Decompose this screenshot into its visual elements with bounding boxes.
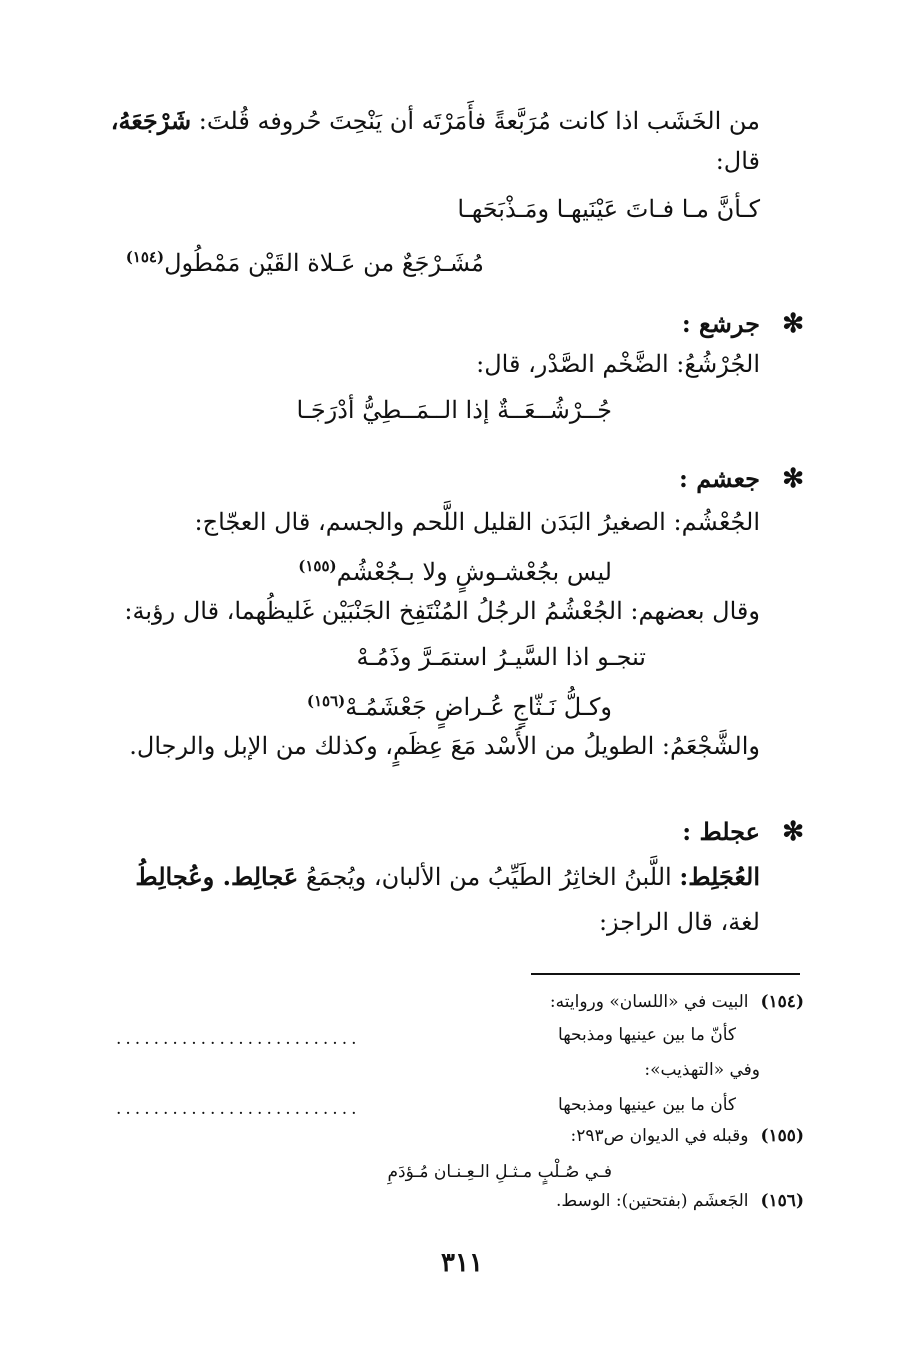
footnote-154-alt-verse: كأن ما بين عينيها ومذبحها xyxy=(558,1095,736,1115)
ellipsis-dots: .......................... xyxy=(116,1029,361,1049)
verse-3: جُــرْشُــعَــةٌ إذا الــمَــطِيُّ أدْرَجَـا xyxy=(296,396,612,424)
footnote-number: (١٥٤) xyxy=(760,992,804,1012)
verse-text: وكـلُّ نَـثّاجٍ عُـراضٍ جَعْشَمُـهْ xyxy=(345,693,612,721)
verse-4 xyxy=(298,549,612,589)
footnote-154-alt: وفي «التهذيب»: xyxy=(644,1060,760,1080)
text-line-7 xyxy=(100,860,760,894)
text-run: اللَّبنُ الخاثِرُ الطَيِّبُ من الألبان، ويُجمَعُ xyxy=(305,863,672,891)
bold-term: شَرْجَعَهُ، xyxy=(110,106,192,135)
entry-star-icon: ✻ xyxy=(782,817,804,847)
footnote-156 xyxy=(556,1188,804,1214)
footnote-text: البيت في «اللسان» وروايته: xyxy=(549,992,749,1012)
verse-text: مُشَـرْجَعٌ من عَـلاة القَيْن مَمْطُول xyxy=(164,249,484,277)
verse-text: ليس بجُعْشـوشٍ ولا بـجُعْشُم xyxy=(336,558,612,586)
footnote-number: (١٥٦) xyxy=(760,1191,804,1211)
verse-5: تنجـو اذا السَّيـرُ استمَـرَّ وذَمُـهْ xyxy=(356,643,646,671)
footnote-number: (١٥٥) xyxy=(760,1126,804,1146)
footnote-ref: (١٥٦) xyxy=(306,692,346,710)
entry-star-icon: ✻ xyxy=(782,309,804,339)
ellipsis-dots: .......................... xyxy=(116,1099,361,1119)
page-number: ٣١١ xyxy=(441,1248,483,1278)
entry-heading-jushum: جعشم : xyxy=(678,464,760,493)
footnote-text: الجَعشَم (بفتحتين): الوسط. xyxy=(556,1191,749,1211)
bold-term: عَجالِط. وعُجالِطُ xyxy=(135,862,299,891)
bold-term: العُجَلِط: xyxy=(679,862,760,891)
footnote-text: وقبله في الديوان ص٢٩٣: xyxy=(570,1126,749,1146)
text-line-1 xyxy=(100,104,760,138)
verse-2 xyxy=(126,240,484,280)
entry-star-icon: ✻ xyxy=(782,464,804,494)
footnote-154 xyxy=(550,989,804,1015)
text-line-6: والشَّجْعَمُ: الطويلُ من الأَسْد مَعَ عِظَمٍ، وكذلك من الإبل والرجال. xyxy=(129,732,760,760)
footnote-155-verse: فـي صُـلْبٍ مـثـلِ الـعِـنـان مُـؤدَمِ xyxy=(387,1162,612,1182)
verse-6 xyxy=(307,684,612,724)
footnote-divider xyxy=(531,973,800,975)
footnote-ref: (١٥٥) xyxy=(298,557,337,575)
footnote-ref: (١٥٤) xyxy=(125,248,165,266)
text-line-5: وقال بعضهم: الجُعْشُمُ الرجُلُ المُنْتَفِخ الجَنْبَيْن غَليظُهما، قال رؤبة: xyxy=(124,597,760,625)
entry-heading-jurshu: جرشع : xyxy=(681,309,760,338)
footnote-154-verse: كأنّ ما بين عينيها ومذبحها xyxy=(558,1025,736,1045)
entry-heading-ajlat: عجلط : xyxy=(682,817,760,846)
text-line-8: لغة، قال الراجز: xyxy=(598,908,760,936)
verse-1: كـأنَّ مـا فـاتَ عَيْنَيهـا ومَـذْبَحَهـا xyxy=(457,195,760,223)
text-line-2: قال: xyxy=(715,147,760,175)
text-run: من الخَشَب اذا كانت مُرَبَّعةً فأَمَرْتَه أن يَنْحِتَ حُروفه قُلتَ: xyxy=(198,107,760,135)
text-line-4: الجُعْشُم: الصغيرُ البَدَن القليل اللَّحم والجسم، قال العجّاج: xyxy=(194,508,760,536)
footnote-155 xyxy=(571,1123,804,1149)
text-line-3: الجُرْشُعُ: الضَّخْم الصَّدْر، قال: xyxy=(476,350,760,378)
